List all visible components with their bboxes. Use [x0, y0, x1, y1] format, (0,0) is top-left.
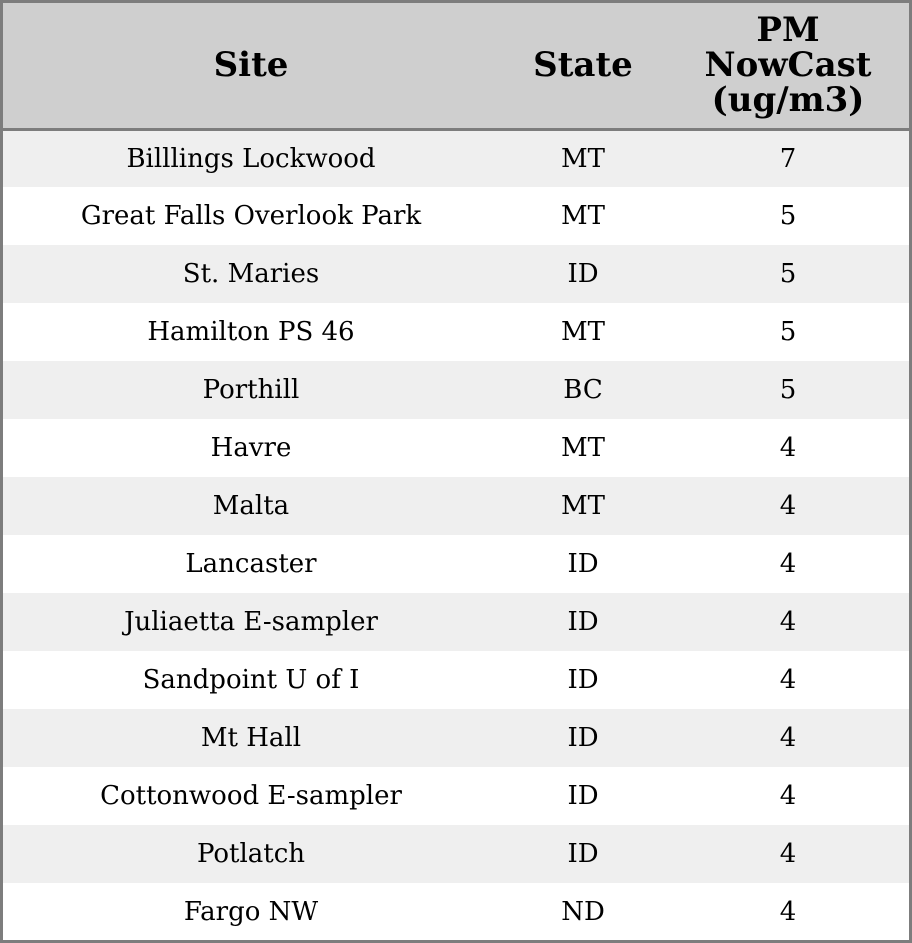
pm-value-cell: 4	[779, 897, 797, 927]
state-cell: MT	[561, 491, 605, 521]
state-cell: ID	[567, 781, 599, 811]
state-cell: BC	[563, 375, 603, 405]
site-cell: Porthill	[202, 375, 300, 405]
table-row	[3, 883, 909, 941]
table-row	[3, 535, 909, 593]
state-cell: ID	[567, 259, 599, 289]
table-row	[3, 129, 909, 187]
header-row	[3, 3, 909, 129]
table-row	[3, 651, 909, 709]
table-row	[3, 245, 909, 303]
site-cell: Malta	[212, 491, 290, 521]
site-cell: St. Maries	[182, 259, 320, 289]
pm-value-cell: 4	[779, 549, 797, 579]
column-header-pm-line-3: (ug/m3)	[711, 79, 865, 120]
state-cell: ID	[567, 549, 599, 579]
table-row	[3, 187, 909, 245]
state-cell: MT	[561, 201, 605, 231]
site-cell: Hamilton PS 46	[147, 317, 355, 347]
site-cell: Fargo NW	[183, 897, 319, 927]
state-cell: ID	[567, 839, 599, 869]
column-header-site: Site	[3, 3, 499, 129]
site-cell: Potlatch	[196, 839, 306, 869]
state-cell: ID	[567, 665, 599, 695]
site-cell: Juliaetta E-sampler	[124, 607, 378, 637]
pm-value-cell: 5	[779, 259, 797, 289]
pm-value-cell: 5	[779, 317, 797, 347]
pm-value-cell: 5	[779, 375, 797, 405]
state-cell: MT	[561, 143, 605, 174]
site-cell: Mt Hall	[200, 723, 302, 753]
table-row	[3, 825, 909, 883]
table-row	[3, 303, 909, 361]
site-cell: Lancaster	[185, 549, 317, 579]
site-cell: Great Falls Overlook Park	[80, 201, 422, 231]
pm-value-cell: 4	[779, 491, 797, 521]
table-row	[3, 593, 909, 651]
table-row	[3, 477, 909, 535]
pm-value-cell: 5	[779, 201, 797, 231]
state-cell: ID	[567, 723, 599, 753]
column-header-pm-line-1: PM	[756, 9, 820, 50]
state-cell: MT	[561, 433, 605, 463]
pm-value-cell: 4	[779, 607, 797, 637]
table-row	[3, 767, 909, 825]
column-header-pm-nowcast	[667, 3, 909, 129]
table-header	[3, 3, 909, 129]
table-row	[3, 361, 909, 419]
pm-value-cell: 4	[779, 665, 797, 695]
data-table	[3, 3, 909, 941]
pm-value-cell: 7	[779, 143, 797, 174]
pm-value-cell: 4	[779, 433, 797, 463]
state-cell: ND	[561, 897, 605, 927]
site-cell: Havre	[210, 433, 292, 463]
site-cell: Billlings Lockwood	[126, 143, 376, 174]
table-row	[3, 419, 909, 477]
state-cell: MT	[561, 317, 605, 347]
column-header-state: State	[499, 3, 667, 129]
column-header-pm-line-2: NowCast	[704, 44, 872, 85]
site-cell: Sandpoint U of I	[142, 665, 360, 695]
pm-value-cell: 4	[779, 781, 797, 811]
pm-value-cell: 4	[779, 839, 797, 869]
table-body	[3, 129, 909, 941]
site-cell: Cottonwood E-sampler	[100, 781, 402, 811]
table-row	[3, 709, 909, 767]
pm-value-cell: 4	[779, 723, 797, 753]
state-cell: ID	[567, 607, 599, 637]
